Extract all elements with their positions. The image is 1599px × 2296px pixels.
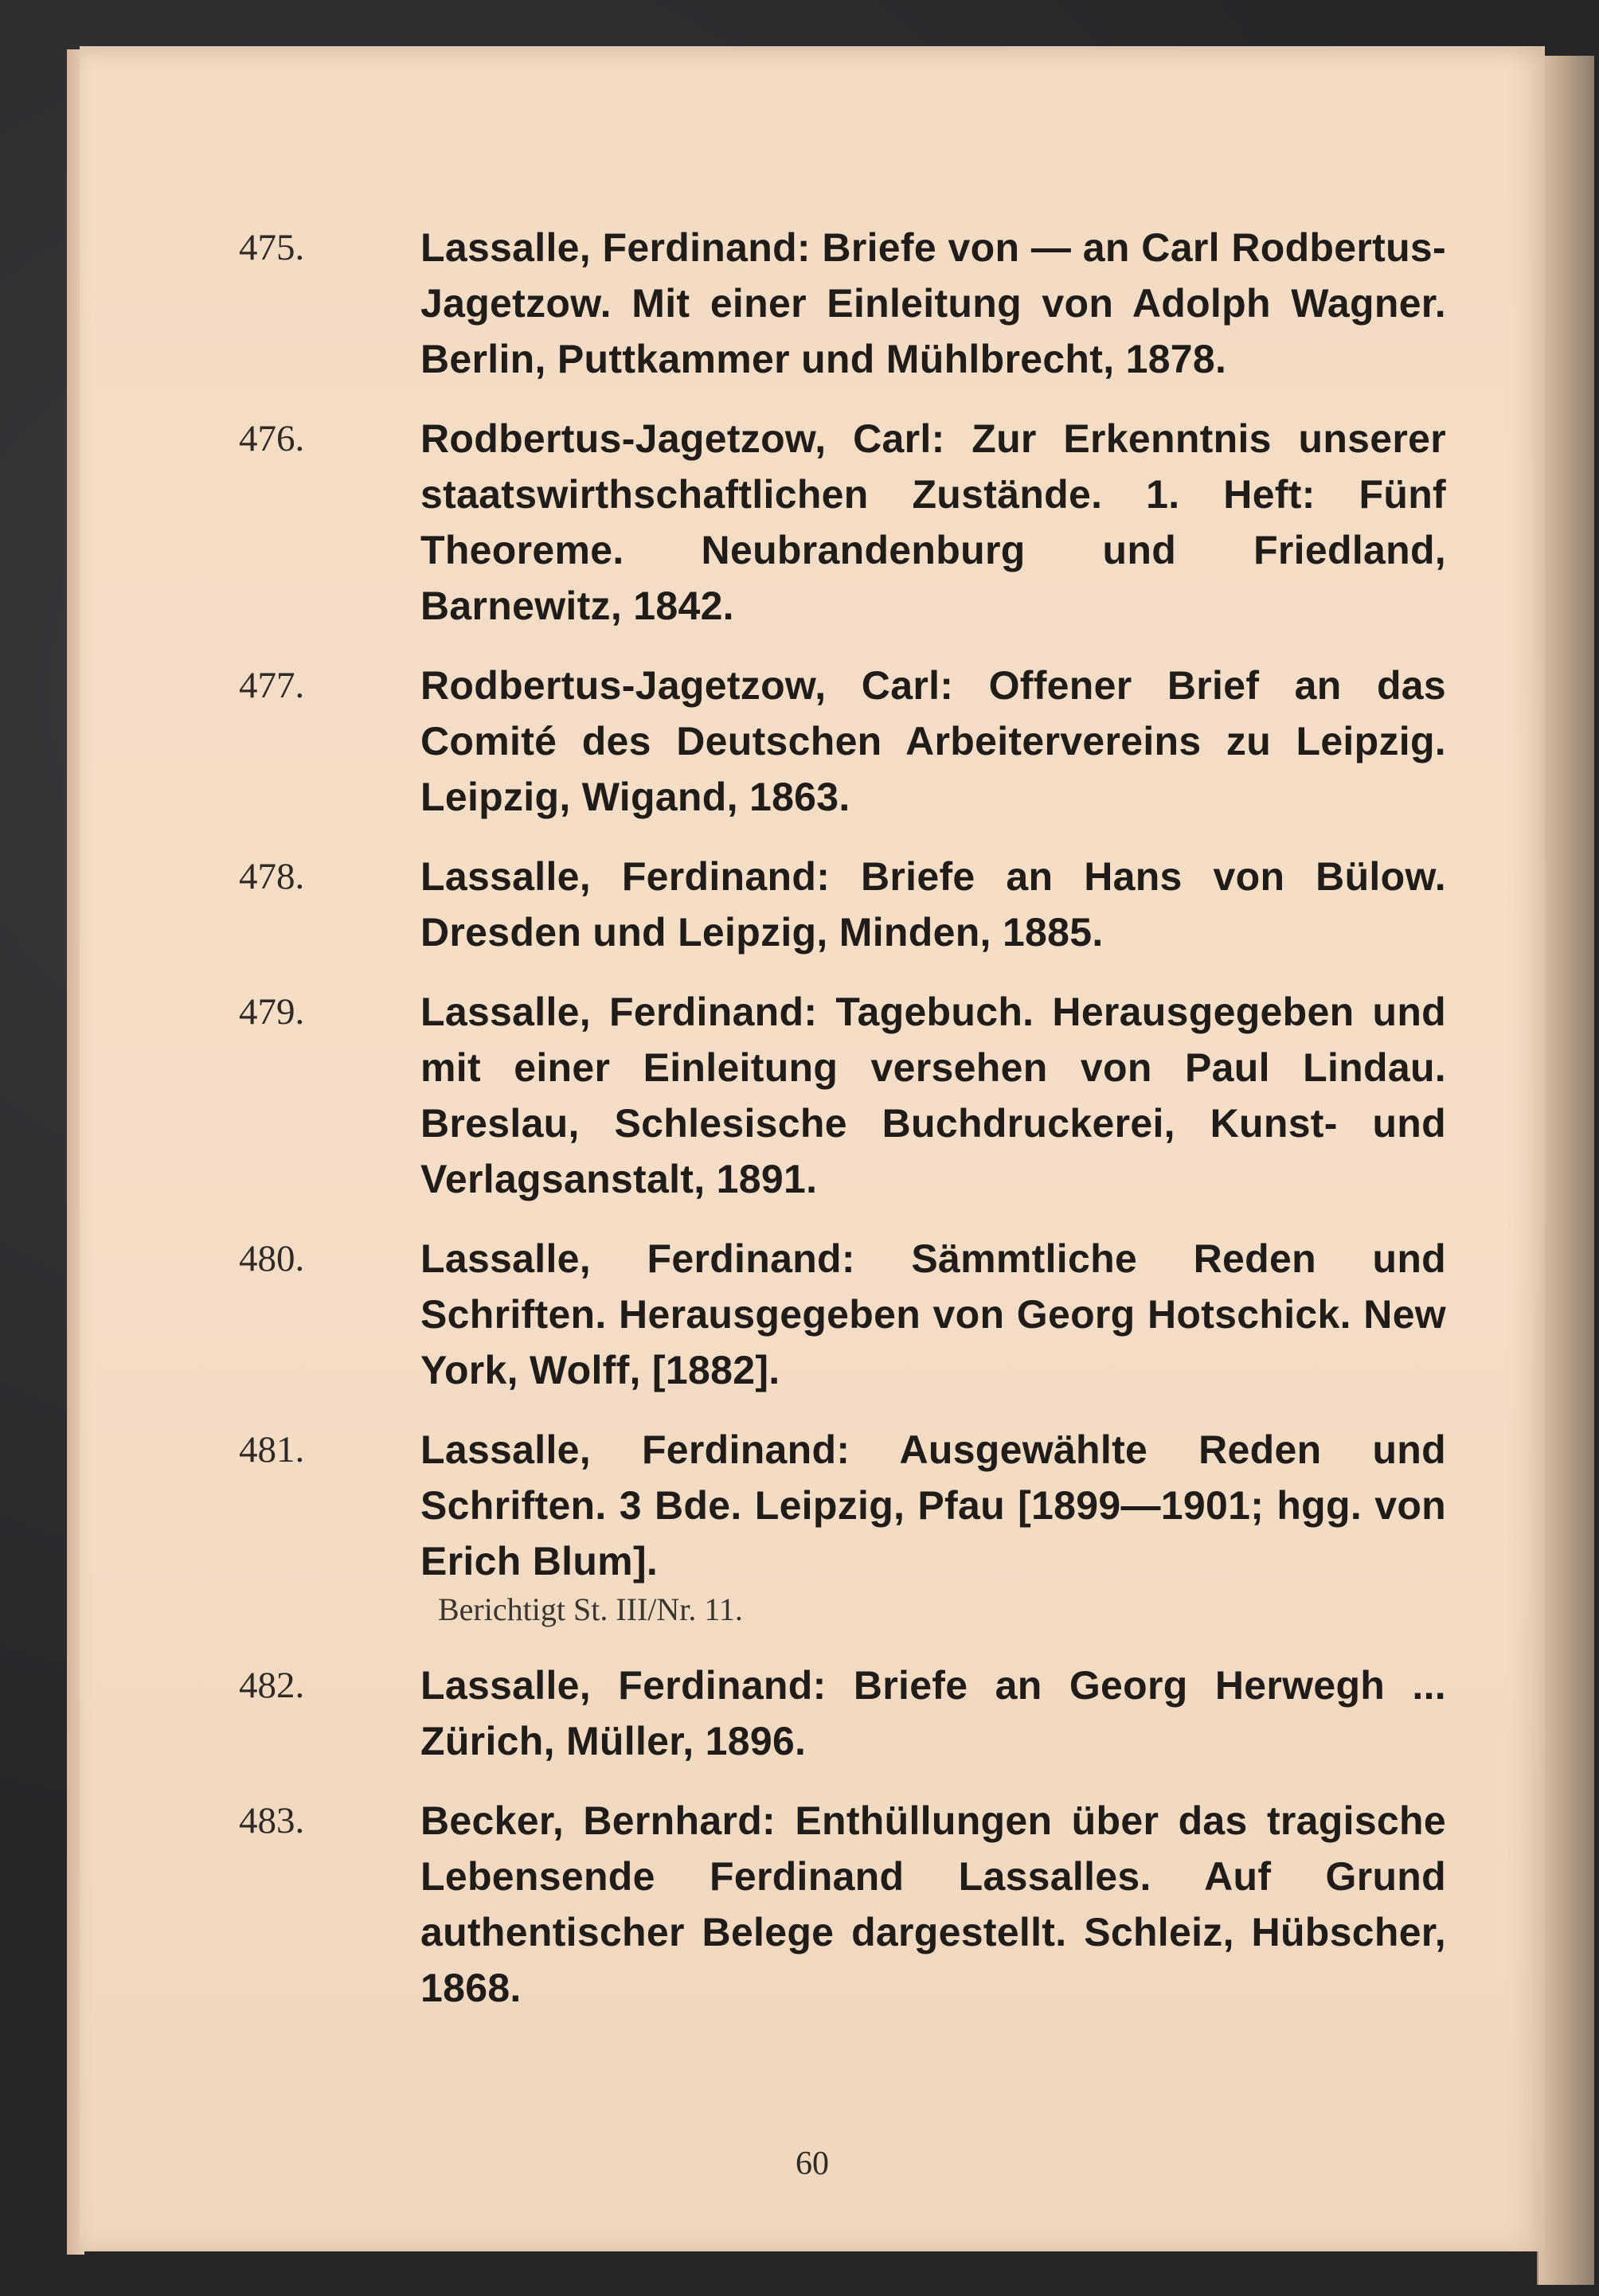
entry-text: Rodbertus-Jagetzow, Carl: Zur Erkenntnis unserer staatswirthschaftlichen Zustände. 1. Heft: Fünf Theoreme. Neubrandenburg und Friedland, Barnewitz, 1842. <box>420 416 1446 628</box>
entry-482 <box>239 1658 1526 1769</box>
entry-478 <box>239 849 1526 960</box>
entry-481 <box>239 1422 1526 1634</box>
page-stack-edge <box>1537 56 1594 2285</box>
entry-483 <box>239 1793 1526 2016</box>
entry-number: 481. <box>239 1429 305 1470</box>
entry-477 <box>239 658 1526 825</box>
entry-text: Lassalle, Ferdinand: Tagebuch. Herausgegeben und mit einer Einleitung versehen von Paul Lindau. Breslau, Schlesische Buchdruckerei, Kunst- und Verlagsanstalt, 1891. <box>420 990 1446 1201</box>
bibliography-list <box>239 220 1526 2040</box>
entry-text: Lassalle, Ferdinand: Briefe von — an Carl Rodbertus-Jagetzow. Mit einer Einleitung von Adolph Wagner. Berlin, Puttkammer und Mühlbrecht, 1878. <box>420 225 1446 381</box>
entry-475 <box>239 220 1526 387</box>
entry-number: 476. <box>239 418 305 459</box>
entry-number: 475. <box>239 227 305 268</box>
entry-number: 478. <box>239 856 305 897</box>
entry-476 <box>239 411 1526 634</box>
entry-number: 480. <box>239 1238 305 1279</box>
entry-480 <box>239 1231 1526 1398</box>
entry-text: Lassalle, Ferdinand: Ausgewählte Reden und Schriften. 3 Bde. Leipzig, Pfau [1899—1901; hgg. von Erich Blum]. <box>420 1427 1446 1583</box>
entry-text: Lassalle, Ferdinand: Briefe an Hans von Bülow. Dresden und Leipzig, Minden, 1885. <box>420 854 1446 955</box>
entry-text: Lassalle, Ferdinand: Briefe an Georg Herwegh ... Zürich, Müller, 1896. <box>420 1663 1446 1763</box>
entry-479 <box>239 984 1526 1207</box>
entry-number: 479. <box>239 991 305 1033</box>
entry-text: Lassalle, Ferdinand: Sämmtliche Reden und Schriften. Herausgegeben von Georg Hotschick. New York, Wolff, [1882]. <box>420 1236 1446 1392</box>
entry-note: Berichtigt St. III/Nr. 11. <box>438 1591 743 1627</box>
entry-number: 483. <box>239 1800 305 1841</box>
book-page <box>80 46 1545 2251</box>
page-number: 60 <box>796 2146 829 2182</box>
entry-number: 477. <box>239 665 305 706</box>
entry-text: Rodbertus-Jagetzow, Carl: Offener Brief an das Comité des Deutschen Arbeitervereins zu Leipzig. Leipzig, Wigand, 1863. <box>420 663 1446 819</box>
entry-text: Becker, Bernhard: Enthüllungen über das tragische Lebensende Ferdinand Lassalles. Auf Grund authentischer Belege dargestellt. Schleiz, Hübscher, 1868. <box>420 1798 1446 2010</box>
entry-number: 482. <box>239 1665 305 1706</box>
